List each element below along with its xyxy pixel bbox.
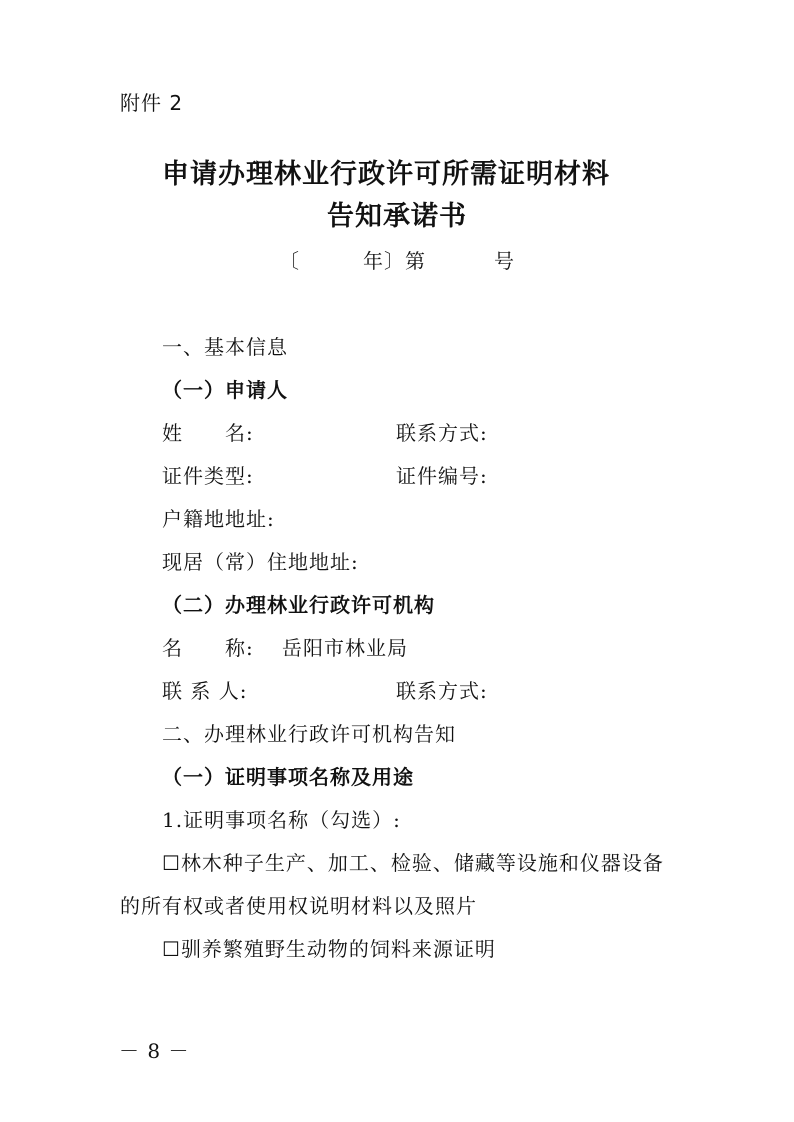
item1-heading: 1.证明事项名称（勾选）: — [162, 808, 401, 832]
section2-heading: 二、办理林业行政许可机构告知 — [162, 722, 456, 746]
checkbox-icon[interactable]: ☐ — [162, 851, 181, 875]
checkbox-item-2 — [162, 939, 496, 959]
authority-contact-label: 联系方式: — [396, 679, 488, 703]
checkbox-item-1 — [162, 853, 664, 873]
applicant-household-address-label: 户籍地地址: — [162, 507, 275, 531]
checkbox-item-1-text-line2: 的所有权或者使用权说明材料以及照片 — [120, 894, 477, 918]
doc-number-open-bracket: 〔 — [279, 249, 300, 273]
applicant-name-label: 姓 名: — [162, 421, 254, 445]
doc-number-year: 年〕第 — [363, 249, 426, 273]
authority-contact-person-label: 联 系 人: — [162, 679, 248, 703]
document-title-line2: 告知承诺书 — [327, 201, 467, 232]
section2-subheading: （一）证明事项名称及用途 — [162, 765, 414, 789]
doc-number-suffix: 号 — [494, 249, 515, 273]
applicant-contact-label: 联系方式: — [396, 421, 488, 445]
checkbox-item-1-text-line1: 林木种子生产、加工、检验、储藏等设施和仪器设备 — [180, 851, 664, 875]
attachment-label: 附件 2 — [120, 91, 184, 115]
section1-heading: 一、基本信息 — [162, 335, 288, 359]
checkbox-item-2-text: 驯养繁殖野生动物的饲料来源证明 — [180, 937, 496, 961]
authority-name-value: 岳阳市林业局 — [282, 636, 408, 660]
checkbox-icon[interactable]: ☐ — [162, 937, 181, 961]
applicant-heading: （一）申请人 — [162, 378, 288, 402]
applicant-id-type-label: 证件类型: — [162, 464, 254, 488]
authority-heading: （二）办理林业行政许可机构 — [162, 593, 435, 617]
authority-name-label: 名 称: — [162, 636, 254, 660]
page-number: － 8 － — [119, 1039, 190, 1063]
applicant-residence-address-label: 现居（常）住地地址: — [162, 550, 359, 574]
document-title-line1: 申请办理林业行政许可所需证明材料 — [162, 159, 610, 190]
applicant-id-number-label: 证件编号: — [396, 464, 488, 488]
